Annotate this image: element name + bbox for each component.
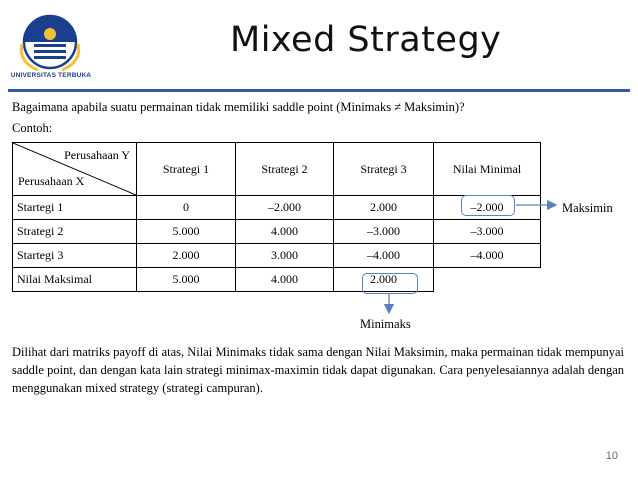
table-cell: 5.000 bbox=[137, 220, 236, 244]
table-cell: –4.000 bbox=[334, 244, 434, 268]
header-cell: Nilai Minimal bbox=[434, 143, 541, 196]
minimaks-label: Minimaks bbox=[360, 317, 411, 331]
table-cell: –3.000 bbox=[334, 220, 434, 244]
intro-question: Bagaimana apabila suatu permainan tidak memiliki saddle point (Minimaks ≠ Maksimin)? bbox=[12, 100, 465, 114]
table-cell: 4.000 bbox=[236, 220, 334, 244]
table-cell: 5.000 bbox=[137, 268, 236, 292]
page-title: Mixed Strategy bbox=[230, 20, 502, 60]
row-label: Startegi 1 bbox=[13, 196, 137, 220]
header-cell: Strategi 2 bbox=[236, 143, 334, 196]
header-cell: Strategi 1 bbox=[137, 143, 236, 196]
row-label: Nilai Maksimal bbox=[13, 268, 137, 292]
corner-label-player-x: Perusahaan X bbox=[18, 174, 85, 188]
example-label: Contoh: bbox=[12, 121, 53, 135]
row-label: Startegi 3 bbox=[13, 244, 137, 268]
table-cell: 2.000 bbox=[334, 268, 434, 292]
table-cell: 4.000 bbox=[236, 268, 334, 292]
table-cell: 3.000 bbox=[236, 244, 334, 268]
corner-label-player-y: Perusahaan Y bbox=[64, 148, 130, 162]
table-cell: 0 bbox=[137, 196, 236, 220]
header-cell: Strategi 3 bbox=[334, 143, 434, 196]
table-cell: 2.000 bbox=[137, 244, 236, 268]
logo-text: UNIVERSITAS TERBUKA bbox=[10, 72, 92, 79]
row-label: Strategi 2 bbox=[13, 220, 137, 244]
maksimin-label: Maksimin bbox=[562, 201, 613, 215]
table-cell: 2.000 bbox=[334, 196, 434, 220]
explanation-paragraph: Dilihat dari matriks payoff di atas, Nilai Minimaks tidak sama dengan Nilai Maksimin, maka permainan tidak mempunyai saddle point, dan dengan kata lain strategi minimax-maximin tidak dapat digunakan. Cara penyelesaiannya adalah dengan menggunakan mixed strategy (strategi campuran). bbox=[12, 345, 624, 395]
table-cell: –3.000 bbox=[434, 220, 541, 244]
table-cell: –2.000 bbox=[236, 196, 334, 220]
page-number: 10 bbox=[605, 450, 618, 462]
table-cell: –4.000 bbox=[434, 244, 541, 268]
table-cell: –2.000 bbox=[434, 196, 541, 220]
